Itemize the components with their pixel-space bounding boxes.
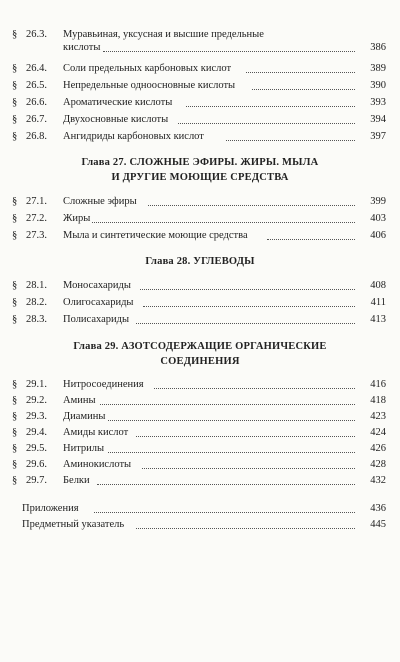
entry-page: 394 xyxy=(370,114,386,125)
entry-page: 424 xyxy=(370,427,386,438)
entry-page: 413 xyxy=(370,314,386,325)
entry-page: 393 xyxy=(370,97,386,108)
dot-leader xyxy=(178,123,355,124)
toc-entry-27-2[interactable] xyxy=(0,212,400,225)
entry-number: 29.5. xyxy=(26,443,47,454)
entry-number: 27.2. xyxy=(26,213,47,224)
entry-page: 445 xyxy=(370,519,386,530)
dot-leader xyxy=(186,106,355,107)
dot-leader xyxy=(97,484,355,485)
toc-entry-29-4[interactable] xyxy=(0,426,400,439)
entry-page: 423 xyxy=(370,411,386,422)
toc-entry-appendix[interactable] xyxy=(0,502,400,515)
entry-number: 26.3. xyxy=(26,29,47,40)
entry-title-line1: Муравьиная, уксусная и высшие предельные xyxy=(63,29,264,40)
entry-number: 29.3. xyxy=(26,411,47,422)
entry-page: 386 xyxy=(370,42,386,53)
dot-leader xyxy=(267,239,355,240)
entry-page: 399 xyxy=(370,196,386,207)
chapter-27-title-line2: И ДРУГИЕ МОЮЩИЕ СРЕДСТВА xyxy=(111,172,289,183)
chapter-28-heading xyxy=(0,254,400,269)
toc-entry-29-5[interactable] xyxy=(0,442,400,455)
toc-entry-27-1[interactable] xyxy=(0,195,400,208)
toc-entry-29-6[interactable] xyxy=(0,458,400,471)
entry-title: Мыла и синтетические моющие средства xyxy=(63,230,248,241)
entry-number: 27.1. xyxy=(26,196,47,207)
entry-title: Нитрилы xyxy=(63,443,105,454)
entry-number: 28.1. xyxy=(26,280,47,291)
dot-leader xyxy=(143,306,355,307)
entry-page: 390 xyxy=(370,80,386,91)
section-sign: § xyxy=(12,213,18,224)
entry-page: 403 xyxy=(370,213,386,224)
entry-title: Белки xyxy=(63,475,90,486)
entry-page: 411 xyxy=(370,297,386,308)
entry-page: 408 xyxy=(370,280,386,291)
toc-entry-28-2[interactable] xyxy=(0,296,400,309)
section-sign: § xyxy=(12,280,18,291)
dot-leader xyxy=(142,468,355,469)
chapter-27-title-line1: Глава 27. СЛОЖНЫЕ ЭФИРЫ. ЖИРЫ. МЫЛА xyxy=(81,157,319,168)
toc-entry-28-1[interactable] xyxy=(0,279,400,292)
entry-title: Полисахариды xyxy=(63,314,130,325)
dot-leader xyxy=(140,289,355,290)
entry-title: Ароматические кислоты xyxy=(63,97,173,108)
entry-page: 406 xyxy=(370,230,386,241)
entry-title: Соли предельных карбоновых кислот xyxy=(63,63,232,74)
section-sign: § xyxy=(12,459,18,470)
chapter-29-heading xyxy=(0,339,400,369)
toc-entry-26-3[interactable] xyxy=(0,28,400,54)
toc-entry-26-6[interactable] xyxy=(0,96,400,109)
section-sign: § xyxy=(12,411,18,422)
chapter-28-title-line1: Глава 28. УГЛЕВОДЫ xyxy=(145,256,255,267)
dot-leader xyxy=(226,140,355,141)
toc-entry-26-8[interactable] xyxy=(0,130,400,143)
entry-title: Ангидриды карбоновых кислот xyxy=(63,131,204,142)
section-sign: § xyxy=(12,427,18,438)
entry-number: 27.3. xyxy=(26,230,47,241)
toc-entry-29-7[interactable] xyxy=(0,474,400,487)
dot-leader xyxy=(136,528,355,529)
entry-title: Двухосновные кислоты xyxy=(63,114,169,125)
entry-number: 29.1. xyxy=(26,379,47,390)
toc-entry-27-3[interactable] xyxy=(0,229,400,242)
entry-number: 29.4. xyxy=(26,427,47,438)
entry-title: Амины xyxy=(63,395,96,406)
entry-number: 26.6. xyxy=(26,97,47,108)
dot-leader xyxy=(108,420,355,421)
entry-number: 26.4. xyxy=(26,63,47,74)
dot-leader xyxy=(246,72,355,73)
toc-entry-29-1[interactable] xyxy=(0,378,400,391)
toc-entry-26-7[interactable] xyxy=(0,113,400,126)
dot-leader xyxy=(252,89,355,90)
entry-title-line2: кислоты xyxy=(63,42,101,53)
section-sign: § xyxy=(12,80,18,91)
entry-number: 29.7. xyxy=(26,475,47,486)
toc-entry-subject-index[interactable] xyxy=(0,518,400,531)
section-sign: § xyxy=(12,131,18,142)
entry-number: 29.6. xyxy=(26,459,47,470)
chapter-29-title-line2: СОЕДИНЕНИЯ xyxy=(160,356,240,367)
entry-title: Жиры xyxy=(63,213,91,224)
entry-page: 428 xyxy=(370,459,386,470)
entry-title: Моносахариды xyxy=(63,280,131,291)
section-sign: § xyxy=(12,297,18,308)
section-sign: § xyxy=(12,475,18,486)
section-sign: § xyxy=(12,443,18,454)
entry-title: Приложения xyxy=(22,503,79,514)
entry-title: Аминокислоты xyxy=(63,459,132,470)
dot-leader xyxy=(103,51,355,52)
entry-title: Нитросоединения xyxy=(63,379,144,390)
entry-title: Амиды кислот xyxy=(63,427,129,438)
toc-entry-26-4[interactable] xyxy=(0,62,400,75)
dot-leader xyxy=(148,205,355,206)
section-sign: § xyxy=(12,97,18,108)
entry-number: 26.8. xyxy=(26,131,47,142)
section-sign: § xyxy=(12,395,18,406)
toc-entry-26-5[interactable] xyxy=(0,79,400,92)
entry-page: 397 xyxy=(370,131,386,142)
entry-page: 436 xyxy=(370,503,386,514)
toc-entry-29-2[interactable] xyxy=(0,394,400,407)
entry-number: 28.2. xyxy=(26,297,47,308)
section-sign: § xyxy=(12,314,18,325)
toc-entry-29-3[interactable] xyxy=(0,410,400,423)
section-sign: § xyxy=(12,29,18,40)
entry-number: 26.5. xyxy=(26,80,47,91)
dot-leader xyxy=(108,452,355,453)
dot-leader xyxy=(154,388,355,389)
entry-number: 28.3. xyxy=(26,314,47,325)
section-sign: § xyxy=(12,114,18,125)
entry-title: Сложные эфиры xyxy=(63,196,137,207)
entry-number: 29.2. xyxy=(26,395,47,406)
entry-page: 426 xyxy=(370,443,386,454)
dot-leader xyxy=(136,436,355,437)
section-sign: § xyxy=(12,379,18,390)
toc-entry-28-3[interactable] xyxy=(0,313,400,326)
entry-page: 432 xyxy=(370,475,386,486)
chapter-27-heading xyxy=(0,155,400,185)
entry-page: 418 xyxy=(370,395,386,406)
dot-leader xyxy=(92,222,355,223)
section-sign: § xyxy=(12,230,18,241)
section-sign: § xyxy=(12,196,18,207)
section-sign: § xyxy=(12,63,18,74)
dot-leader xyxy=(136,323,355,324)
dot-leader xyxy=(100,404,355,405)
entry-title: Непредельные одноосновные кислоты xyxy=(63,80,236,91)
entry-title: Олигосахариды xyxy=(63,297,134,308)
dot-leader xyxy=(94,512,355,513)
chapter-29-title-line1: Глава 29. АЗОТСОДЕРЖАЩИЕ ОРГАНИЧЕСКИЕ xyxy=(73,341,327,352)
entry-title: Диамины xyxy=(63,411,106,422)
entry-title: Предметный указатель xyxy=(22,519,125,530)
entry-page: 389 xyxy=(370,63,386,74)
entry-number: 26.7. xyxy=(26,114,47,125)
entry-page: 416 xyxy=(370,379,386,390)
